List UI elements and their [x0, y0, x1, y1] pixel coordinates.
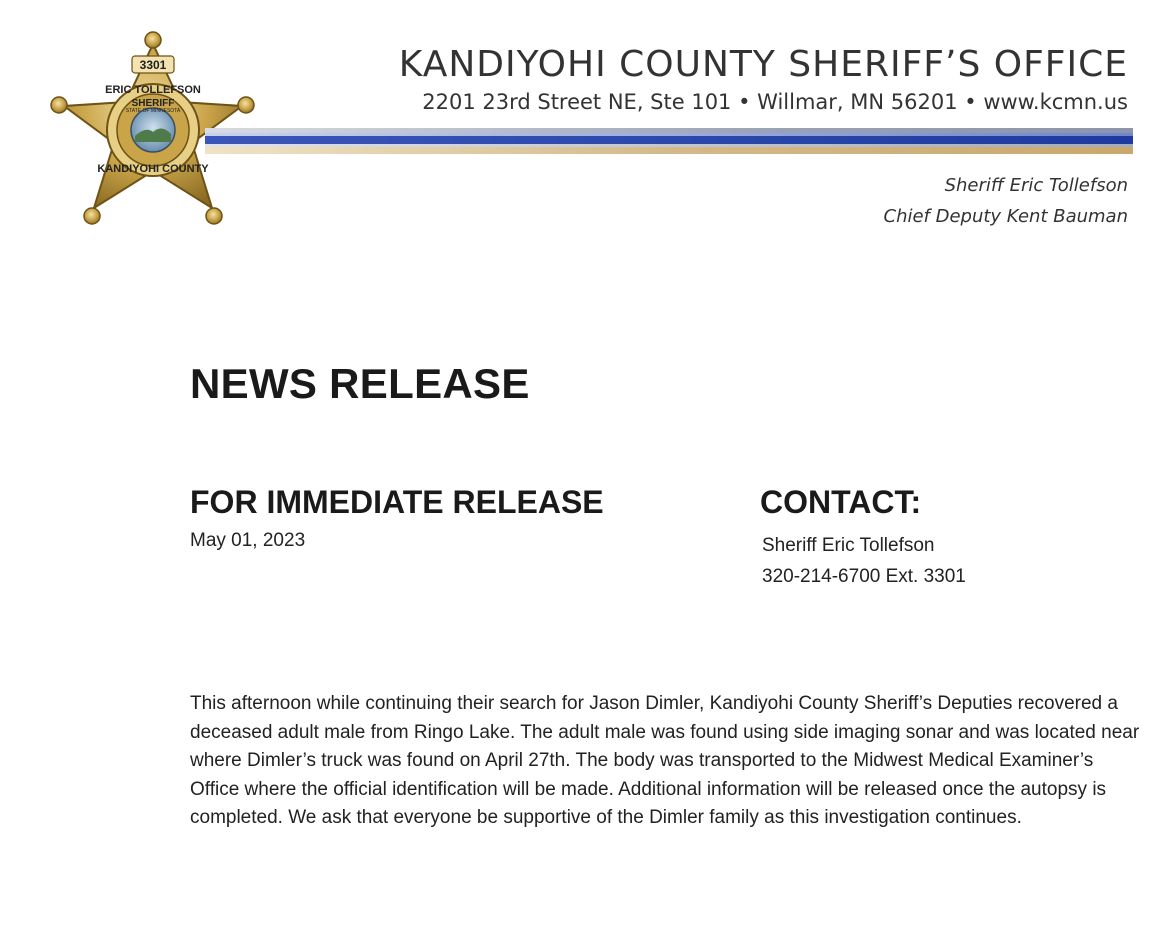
organization-address: 2201 23rd Street NE, Ste 101 • Willmar, MN 56201 • www.kcmn.us	[422, 90, 1128, 114]
stripe-gold	[205, 147, 1133, 154]
svg-text:ERIC TOLLEFSON: ERIC TOLLEFSON	[105, 84, 201, 96]
release-date: May 01, 2023	[190, 530, 306, 551]
release-body-paragraph: This afternoon while continuing their search for Jason Dimler, Kandiyohi County Sheriff’s Deputies recovered a deceased adult male from Ringo Lake. The adult male was found using side imaging sonar and was located near where Dimler’s truck was found on April 27th. The body was transported to the Midwest Medical Examiner’s Office where the official identification will be made. Additional information will be released once the autopsy is completed. We ask that everyone be supportive of the Dimler family as this investigation continues.	[190, 693, 1140, 828]
stripe-blue	[205, 136, 1133, 144]
svg-text:3301: 3301	[139, 58, 167, 72]
contact-heading: CONTACT:	[760, 484, 922, 520]
svg-text:KANDIYOHI COUNTY: KANDIYOHI COUNTY	[97, 163, 209, 175]
officials-block	[884, 170, 1129, 232]
contact-block	[762, 530, 966, 592]
letterhead-stripes	[205, 128, 1133, 158]
sheriff-name: Sheriff Eric Tollefson	[944, 175, 1128, 196]
contact-name: Sheriff Eric Tollefson	[762, 535, 935, 556]
svg-text:STATE OF MINNESOTA: STATE OF MINNESOTA	[125, 108, 181, 114]
news-release-title: NEWS RELEASE	[190, 360, 530, 407]
contact-phone: 320-214-6700 Ext. 3301	[762, 566, 966, 587]
chief-deputy-name: Chief Deputy Kent Bauman	[883, 206, 1128, 227]
immediate-release-heading: FOR IMMEDIATE RELEASE	[190, 484, 604, 520]
svg-text:SHERIFF: SHERIFF	[131, 98, 175, 109]
organization-name: KANDIYOHI COUNTY SHERIFF’S OFFICE	[398, 44, 1128, 85]
